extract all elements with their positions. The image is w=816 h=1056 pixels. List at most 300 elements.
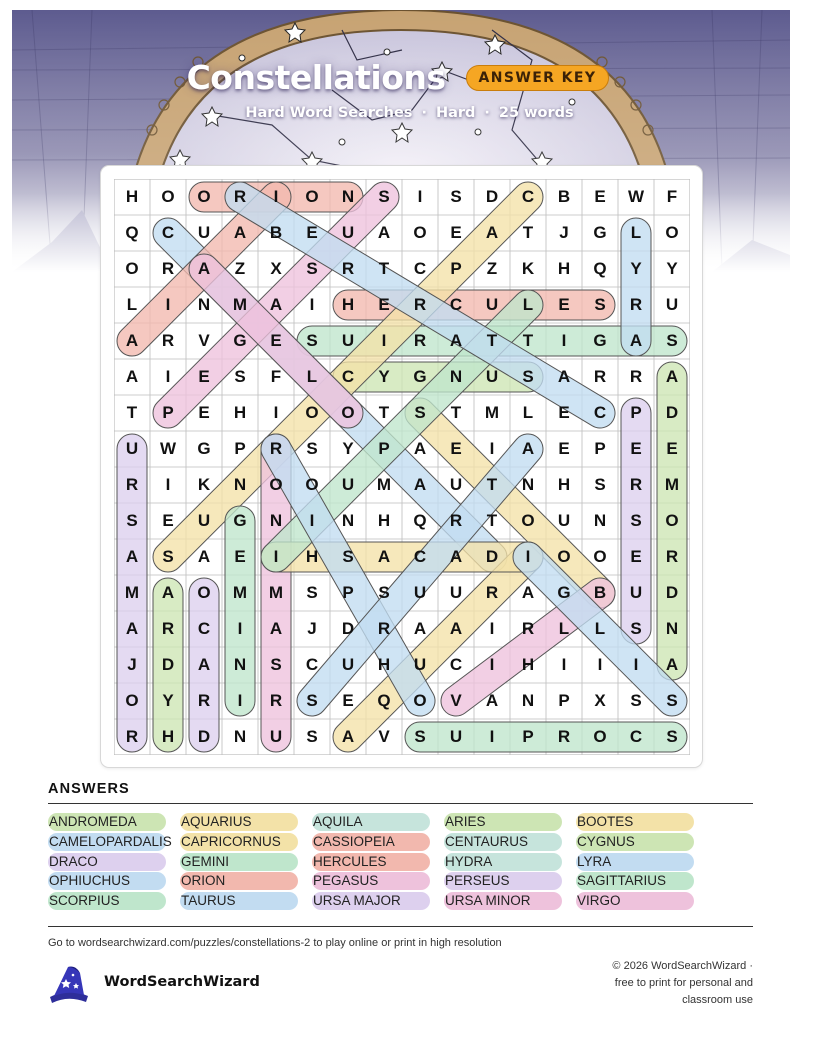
grid-cell: L	[306, 367, 318, 386]
grid-cell: S	[414, 727, 426, 746]
grid-cell: E	[630, 547, 642, 566]
grid-cell: A	[233, 223, 247, 242]
grid-cell: A	[341, 727, 355, 746]
grid-cell: S	[630, 691, 642, 710]
grid-cell: S	[234, 367, 246, 386]
answer-item: LYRA	[576, 853, 694, 871]
grid-cell: I	[273, 547, 279, 566]
grid-cell: H	[521, 655, 535, 674]
footer-url-text[interactable]: Go to wordsearchwizard.com/puzzles/constellations-2 to play online or print in high resolution	[48, 937, 502, 949]
grid-cell: E	[450, 439, 462, 458]
title-row	[0, 58, 816, 97]
grid-cell: I	[489, 655, 495, 674]
answers-heading: ANSWERS	[48, 781, 130, 797]
grid-cell: U	[341, 475, 355, 494]
grid-cell: N	[233, 727, 247, 746]
grid-cell: O	[593, 547, 607, 566]
grid-cell: A	[665, 367, 679, 386]
grid-cell: E	[558, 403, 570, 422]
grid-cell: A	[413, 475, 427, 494]
grid-cell: U	[485, 295, 499, 314]
grid-cell: A	[449, 619, 463, 638]
grid-cell: Y	[378, 367, 390, 386]
grid-cell: I	[165, 475, 171, 494]
answer-item: URSA MAJOR	[312, 892, 430, 910]
grid-cell: G	[233, 511, 247, 530]
grid-cell: T	[450, 403, 462, 422]
grid-cell: A	[377, 223, 391, 242]
grid-cell: I	[633, 655, 639, 674]
answer-item: BOOTES	[576, 813, 694, 831]
grid-cell: U	[665, 295, 679, 314]
grid-cell: Z	[234, 259, 246, 278]
grid-cell: V	[198, 331, 210, 350]
grid-cell: R	[233, 187, 247, 206]
grid-cell: R	[593, 367, 607, 386]
grid-cell: V	[450, 691, 462, 710]
grid-cell: D	[665, 403, 679, 422]
grid-cell: U	[125, 439, 139, 458]
collection-link[interactable]: Hard Word Searches	[245, 105, 413, 121]
grid-cell: M	[664, 475, 680, 494]
grid-cell: O	[197, 187, 211, 206]
grid-cell: P	[234, 439, 246, 458]
grid-cell: S	[666, 691, 678, 710]
grid-cell: O	[305, 475, 319, 494]
grid-cell: I	[273, 187, 279, 206]
grid-cell: E	[342, 691, 354, 710]
grid-cell: U	[269, 727, 283, 746]
grid-cell: L	[558, 619, 570, 638]
grid-cell: I	[273, 403, 279, 422]
grid-cell: E	[666, 439, 678, 458]
grid-cell: A	[125, 547, 139, 566]
grid-cell: N	[233, 475, 247, 494]
grid-cell: S	[630, 511, 642, 530]
grid-cell: D	[485, 547, 499, 566]
grid-cell: I	[309, 511, 315, 530]
grid-cell: S	[306, 691, 318, 710]
grid-cell: H	[125, 187, 139, 206]
answer-item: CAMELOPARDALIS	[49, 833, 172, 849]
grid-cell: B	[593, 583, 607, 602]
grid-cell: E	[234, 547, 246, 566]
grid-cell: R	[629, 475, 643, 494]
grid-cell: S	[306, 259, 318, 278]
grid-cell: O	[305, 403, 319, 422]
grid-cell: S	[450, 187, 462, 206]
grid-cell: E	[198, 403, 210, 422]
grid-cell: R	[629, 295, 643, 314]
grid-cell: C	[161, 223, 175, 242]
grid-cell: U	[341, 655, 355, 674]
grid-cell: A	[485, 223, 499, 242]
grid-cell: O	[557, 547, 571, 566]
grid-cell: R	[161, 331, 175, 350]
grid-cell: K	[197, 475, 211, 494]
grid-cell: O	[269, 475, 283, 494]
grid-cell: N	[233, 655, 247, 674]
grid-cell: E	[558, 295, 570, 314]
grid-cell: E	[594, 187, 606, 206]
grid-cell: E	[558, 439, 570, 458]
answer-item: OPHIUCHUS	[48, 872, 166, 890]
grid-cell: C	[305, 655, 319, 674]
grid-cell: N	[665, 619, 679, 638]
grid-cell: S	[378, 187, 390, 206]
grid-cell: R	[161, 259, 175, 278]
brand-name[interactable]: WordSearchWizard	[104, 974, 260, 990]
grid-cell: R	[161, 619, 175, 638]
grid-cell: I	[597, 655, 603, 674]
grid-cell: T	[522, 331, 534, 350]
answer-item: CENTAURUS	[444, 833, 562, 851]
grid-cell: G	[197, 439, 211, 458]
grid-cell: O	[125, 691, 139, 710]
grid-cell: A	[269, 619, 283, 638]
grid-cell: H	[377, 655, 391, 674]
grid-cell: X	[594, 691, 606, 710]
grid-cell: A	[449, 547, 463, 566]
answer-item: AQUARIUS	[180, 813, 298, 831]
grid-cell: A	[125, 331, 139, 350]
grid-cell: Q	[377, 691, 391, 710]
grid-cell: I	[309, 295, 315, 314]
answer-item: SCORPIUS	[48, 892, 166, 910]
word-search-grid	[114, 179, 690, 755]
grid-cell: O	[125, 259, 139, 278]
grid-cell: I	[561, 331, 567, 350]
grid-cell: H	[305, 547, 319, 566]
grid-cell: S	[594, 295, 606, 314]
grid-cell: S	[306, 583, 318, 602]
grid-cell: U	[449, 475, 463, 494]
grid-cell: S	[630, 619, 642, 638]
grid-cell: O	[197, 583, 211, 602]
grid-cell: T	[486, 475, 498, 494]
grid-cell: U	[413, 655, 427, 674]
grid-cell: C	[413, 259, 427, 278]
answer-item: SAGITTARIUS	[576, 872, 694, 890]
grid-cell: Y	[342, 439, 354, 458]
grid-cell: U	[341, 223, 355, 242]
grid-cell: L	[630, 223, 642, 242]
grid-cell: O	[413, 691, 427, 710]
grid-cell: S	[414, 403, 426, 422]
grid-cell: M	[376, 475, 392, 494]
grid-cell: O	[665, 511, 679, 530]
answer-item: ARIES	[444, 813, 562, 831]
grid-cell: J	[559, 223, 569, 242]
grid-cell: I	[489, 727, 495, 746]
answer-item: DRACO	[48, 853, 166, 871]
answer-item: CASSIOPEIA	[312, 833, 430, 851]
grid-cell: R	[377, 619, 391, 638]
answer-item: CAPRICORNUS	[180, 833, 298, 851]
grid-cell: P	[522, 727, 534, 746]
grid-cell: O	[665, 223, 679, 242]
grid-cell: D	[665, 583, 679, 602]
grid-cell: R	[413, 331, 427, 350]
grid-cell: X	[270, 259, 282, 278]
grid-cell: H	[557, 475, 571, 494]
grid-cell: L	[522, 403, 534, 422]
grid-cell: H	[233, 403, 247, 422]
grid-cell: Q	[593, 259, 607, 278]
grid-cell: D	[485, 187, 499, 206]
answer-key-badge: ANSWER KEY	[466, 65, 610, 91]
title-block	[0, 58, 816, 121]
footer-divider	[48, 926, 753, 927]
grid-cell: R	[629, 367, 643, 386]
grid-cell: S	[306, 727, 318, 746]
grid-cell: I	[417, 187, 423, 206]
grid-cell: S	[270, 655, 282, 674]
grid-cell: P	[162, 403, 174, 422]
grid-cell: S	[378, 583, 390, 602]
grid-cell: A	[665, 655, 679, 674]
answer-item: ANDROMEDA	[48, 813, 166, 831]
grid-cell: A	[557, 367, 571, 386]
answer-item: PERSEUS	[444, 872, 562, 890]
grid-cell: A	[161, 583, 175, 602]
grid-cell: A	[449, 331, 463, 350]
copyright-notice	[553, 958, 753, 1009]
grid-cell: O	[521, 511, 535, 530]
grid-cell: C	[413, 547, 427, 566]
grid-cell: I	[561, 655, 567, 674]
grid-cell: C	[341, 367, 355, 386]
grid-cell: O	[413, 223, 427, 242]
grid-cell: O	[341, 403, 355, 422]
grid-cell: M	[268, 583, 284, 602]
answer-item: CYGNUS	[576, 833, 694, 851]
grid-cell: S	[306, 439, 318, 458]
grid-cell: N	[341, 187, 355, 206]
grid-cell: M	[232, 583, 248, 602]
grid-cell: T	[126, 403, 138, 422]
grid-cell: E	[306, 223, 318, 242]
grid-cell: K	[521, 259, 535, 278]
grid-cell: R	[341, 259, 355, 278]
grid-cell: W	[627, 187, 645, 206]
page-title: Constellations	[186, 58, 446, 97]
grid-cell: T	[378, 403, 390, 422]
grid-cell: A	[521, 439, 535, 458]
grid-cell: A	[125, 367, 139, 386]
grid-cell: L	[126, 295, 138, 314]
grid-cell: J	[127, 655, 137, 674]
grid-cell: A	[521, 583, 535, 602]
grid-letters	[114, 179, 690, 755]
grid-cell: Y	[666, 259, 678, 278]
grid-cell: O	[305, 187, 319, 206]
grid-cell: P	[558, 691, 570, 710]
grid-cell: O	[593, 727, 607, 746]
grid-cell: C	[521, 187, 535, 206]
grid-cell: H	[377, 511, 391, 530]
grid-cell: A	[377, 547, 391, 566]
answer-item: URSA MINOR	[444, 892, 562, 910]
grid-cell: N	[269, 511, 283, 530]
grid-cell: U	[197, 223, 211, 242]
grid-cell: M	[484, 403, 500, 422]
grid-cell: N	[341, 511, 355, 530]
grid-cell: R	[557, 727, 571, 746]
grid-cell: U	[341, 331, 355, 350]
grid-cell: R	[521, 619, 535, 638]
grid-cell: D	[197, 727, 211, 746]
grid-cell: G	[233, 331, 247, 350]
grid-cell: U	[449, 727, 463, 746]
grid-cell: D	[161, 655, 175, 674]
grid-cell: I	[489, 439, 495, 458]
grid-cell: R	[125, 727, 139, 746]
grid-cell: T	[486, 511, 498, 530]
answer-item: HERCULES	[312, 853, 430, 871]
grid-cell: I	[237, 691, 243, 710]
grid-cell: I	[165, 295, 171, 314]
answer-item: AQUILA	[312, 813, 430, 831]
grid-cell: U	[557, 511, 571, 530]
wizard-hat-icon	[46, 963, 92, 1010]
grid-cell: R	[665, 547, 679, 566]
word-count: 25 words	[498, 105, 574, 121]
answer-item: TAURUS	[180, 892, 298, 910]
grid-cell: U	[197, 511, 211, 530]
answer-item: HYDRA	[444, 853, 562, 871]
answer-item: ORION	[180, 872, 298, 890]
difficulty-label: Hard	[435, 105, 476, 121]
grid-cell: P	[378, 439, 390, 458]
grid-cell: N	[197, 295, 211, 314]
grid-cell: E	[162, 511, 174, 530]
grid-cell: A	[197, 259, 211, 278]
grid-cell: S	[522, 367, 534, 386]
grid-cell: O	[161, 187, 175, 206]
puzzle-subtitle: Hard Word Searches · Hard · 25 words	[245, 105, 574, 121]
grid-cell: P	[342, 583, 354, 602]
grid-cell: P	[450, 259, 462, 278]
grid-cell: S	[342, 547, 354, 566]
answer-item: VIRGO	[576, 892, 694, 910]
grid-cell: Q	[413, 511, 427, 530]
grid-cell: N	[449, 367, 463, 386]
grid-cell: S	[666, 331, 678, 350]
grid-cell: A	[629, 331, 643, 350]
grid-cell: U	[485, 367, 499, 386]
grid-cell: S	[666, 727, 678, 746]
grid-cell: I	[489, 619, 495, 638]
grid-cell: A	[413, 439, 427, 458]
grid-cell: P	[630, 403, 642, 422]
grid-cell: A	[125, 619, 139, 638]
grid-cell: N	[521, 691, 535, 710]
answer-item: GEMINI	[180, 853, 298, 871]
grid-cell: S	[126, 511, 138, 530]
grid-cell: S	[594, 475, 606, 494]
answers-divider	[48, 803, 753, 804]
grid-cell: H	[161, 727, 175, 746]
grid-cell: G	[413, 367, 427, 386]
grid-cell: E	[198, 367, 210, 386]
copyright-line: classroom use	[682, 994, 753, 1006]
grid-cell: H	[557, 259, 571, 278]
grid-cell: N	[593, 511, 607, 530]
grid-cell: G	[593, 223, 607, 242]
grid-cell: Z	[486, 259, 498, 278]
grid-cell: E	[270, 331, 282, 350]
grid-cell: A	[413, 619, 427, 638]
grid-cell: E	[630, 439, 642, 458]
grid-cell: T	[522, 223, 534, 242]
grid-cell: L	[522, 295, 534, 314]
grid-cell: R	[413, 295, 427, 314]
grid-cell: S	[162, 547, 174, 566]
grid-cell: E	[378, 295, 390, 314]
grid-cell: A	[269, 295, 283, 314]
grid-cell: B	[269, 223, 283, 242]
grid-cell: U	[449, 583, 463, 602]
grid-cell: C	[593, 403, 607, 422]
grid-cell: R	[269, 691, 283, 710]
grid-cell: A	[197, 655, 211, 674]
grid-cell: H	[341, 295, 355, 314]
grid-cell: M	[232, 295, 248, 314]
grid-cell: G	[557, 583, 571, 602]
grid-cell: T	[486, 331, 498, 350]
grid-cell: I	[381, 331, 387, 350]
copyright-line: © 2026 WordSearchWizard ·	[612, 960, 753, 972]
grid-cell: V	[378, 727, 390, 746]
grid-cell: C	[449, 295, 463, 314]
grid-cell: S	[306, 331, 318, 350]
grid-cell: I	[165, 367, 171, 386]
grid-cell: R	[197, 691, 211, 710]
grid-cell: T	[378, 259, 390, 278]
grid-cell: G	[593, 331, 607, 350]
grid-cell: R	[449, 511, 463, 530]
grid-cell: C	[629, 727, 643, 746]
grid-cell: M	[124, 583, 140, 602]
grid-cell: B	[557, 187, 571, 206]
grid-cell: F	[666, 187, 678, 206]
grid-cell: I	[525, 547, 531, 566]
grid-cell: Y	[162, 691, 174, 710]
grid-cell: J	[307, 619, 317, 638]
grid-cell: P	[594, 439, 606, 458]
grid-cell: R	[269, 439, 283, 458]
grid-cell: E	[450, 223, 462, 242]
grid-cell: U	[413, 583, 427, 602]
grid-cell: Y	[630, 259, 642, 278]
grid-cell: I	[237, 619, 243, 638]
grid-cell: C	[449, 655, 463, 674]
grid-cell: F	[270, 367, 282, 386]
copyright-line: free to print for personal and	[614, 977, 753, 989]
grid-cell: U	[629, 583, 643, 602]
grid-cell: R	[125, 475, 139, 494]
grid-cell: N	[521, 475, 535, 494]
grid-cell: C	[197, 619, 211, 638]
grid-cell: L	[594, 619, 606, 638]
answer-item: PEGASUS	[312, 872, 430, 890]
grid-cell: D	[341, 619, 355, 638]
grid-cell: R	[485, 583, 499, 602]
grid-cell: A	[197, 547, 211, 566]
grid-cell: A	[485, 691, 499, 710]
grid-cell: W	[159, 439, 177, 458]
